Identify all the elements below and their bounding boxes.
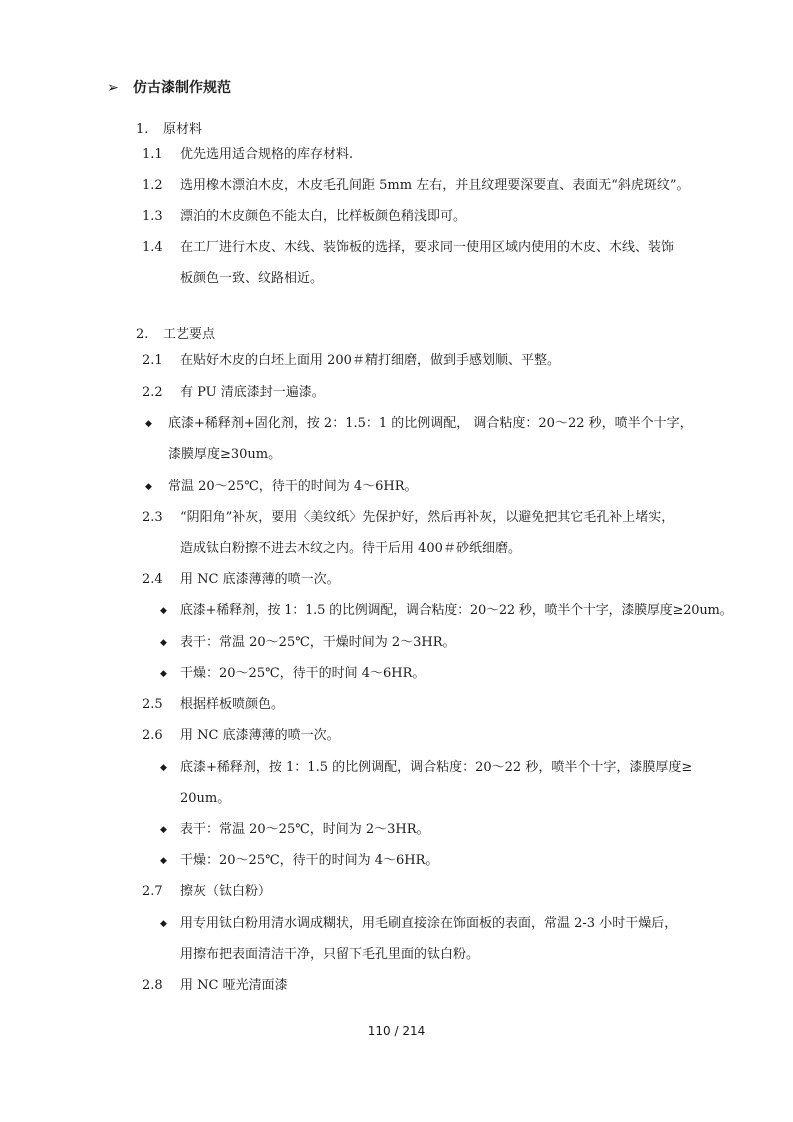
diamond-bullet-icon: ◆ (160, 825, 167, 835)
diamond-bullet-icon: ◆ (160, 606, 167, 616)
arrow-bullet-icon: ➢ (107, 80, 119, 96)
diamond-bullet-icon: ◆ (160, 919, 167, 929)
item-2-3-continued: 造成钛白粉擦不进去木纹之内。待干后用 400＃砂纸细磨。 (180, 541, 521, 556)
item-2-4: 2.4 用 NC 底漆薄薄的喷一次。 (142, 572, 340, 587)
diamond-bullet-icon: ◆ (145, 419, 152, 429)
item-2-8: 2.8 用 NC 哑光清面漆 (142, 978, 288, 993)
item-2-5: 2.5 根据样板喷颜色。 (142, 697, 285, 712)
diamond-bullet-icon: ◆ (160, 763, 167, 773)
bullet-2-7-a-continued: 用擦布把表面清洁干净，只留下毛孔里面的钛白粉。 (180, 947, 480, 962)
item-2-1: 2.1 在贴好木皮的白坯上面用 200＃精打细磨，做到手感划顺、平整。 (142, 353, 560, 368)
diamond-bullet-icon: ◆ (160, 638, 167, 648)
bullet-2-6-a-continued: 20um。 (180, 791, 231, 806)
item-1-2: 1.2 选用橡木漂泊木皮，木皮毛孔间距 5mm 左右，并且纹理要深要直、表面无“斜虎斑纹”。 (142, 178, 690, 193)
item-1-1: 1.1 优先选用适合规格的库存材料. (142, 147, 354, 162)
bullet-2-2-a-continued: 漆膜厚度≥30um。 (168, 447, 282, 462)
bullet-2-4-c: 干燥：20～25℃，待干的时间 4～6HR。 (180, 666, 426, 681)
bullet-2-2-b: 常温 20～25℃，待干的时间为 4～6HR。 (168, 479, 418, 494)
bullet-2-4-b: 表干：常温 20～25℃，干燥时间为 2～3HR。 (180, 635, 456, 650)
page-number: 110 / 214 (367, 1024, 426, 1038)
bullet-2-2-a: 底漆+稀释剂+固化剂，按 2：1.5：1 的比例调配， 调合粘度：20～22 秒，喷半个十字， (168, 416, 693, 431)
bullet-2-6-a: 底漆+稀释剂，按 1：1.5 的比例调配，调合粘度：20～22 秒，喷半个十字，漆膜厚度≥ (180, 760, 693, 775)
item-2-6: 2.6 用 NC 底漆薄薄的喷一次。 (142, 728, 340, 743)
heading-1: 1. 原材料 (136, 122, 203, 137)
item-1-4: 1.4 在工厂进行木皮、木线、装饰板的选择，要求同一使用区域内使用的木皮、木线、装饰 (142, 240, 675, 255)
bullet-2-7-a: 用专用钛白粉用清水调成糊状，用毛刷直接涂在饰面板的表面，常温 2-3 小时干燥后， (180, 916, 678, 931)
item-2-3: 2.3 “阴阳角”补灰，要用〈美纹纸〉先保护好，然后再补灰，以避免把其它毛孔补上堵实， (142, 510, 675, 525)
bullet-2-6-b: 表干：常温 20～25℃，时间为 2～3HR。 (180, 822, 430, 837)
section-title (107, 77, 231, 97)
item-1-3: 1.3 漂泊的木皮颜色不能太白，比样板颜色稍浅即可。 (142, 209, 467, 224)
diamond-bullet-icon: ◆ (160, 669, 167, 679)
item-2-2: 2.2 有 PU 清底漆封一遍漆。 (142, 385, 325, 400)
diamond-bullet-icon: ◆ (145, 482, 152, 492)
heading-2: 2. 工艺要点 (136, 327, 216, 342)
item-2-7: 2.7 擦灰（钛白粉） (142, 884, 272, 899)
section-title-text: 仿古漆制作规范 (133, 80, 231, 96)
bullet-2-6-c: 干燥：20～25℃，待干的时间为 4～6HR。 (180, 853, 439, 868)
bullet-2-4-a: 底漆+稀释剂，按 1：1.5 的比例调配，调合粘度：20～22 秒，喷半个十字，漆膜厚度≥20um。 (180, 603, 733, 618)
diamond-bullet-icon: ◆ (160, 856, 167, 866)
item-1-4-continued: 板颜色一致、纹路相近。 (180, 271, 324, 286)
